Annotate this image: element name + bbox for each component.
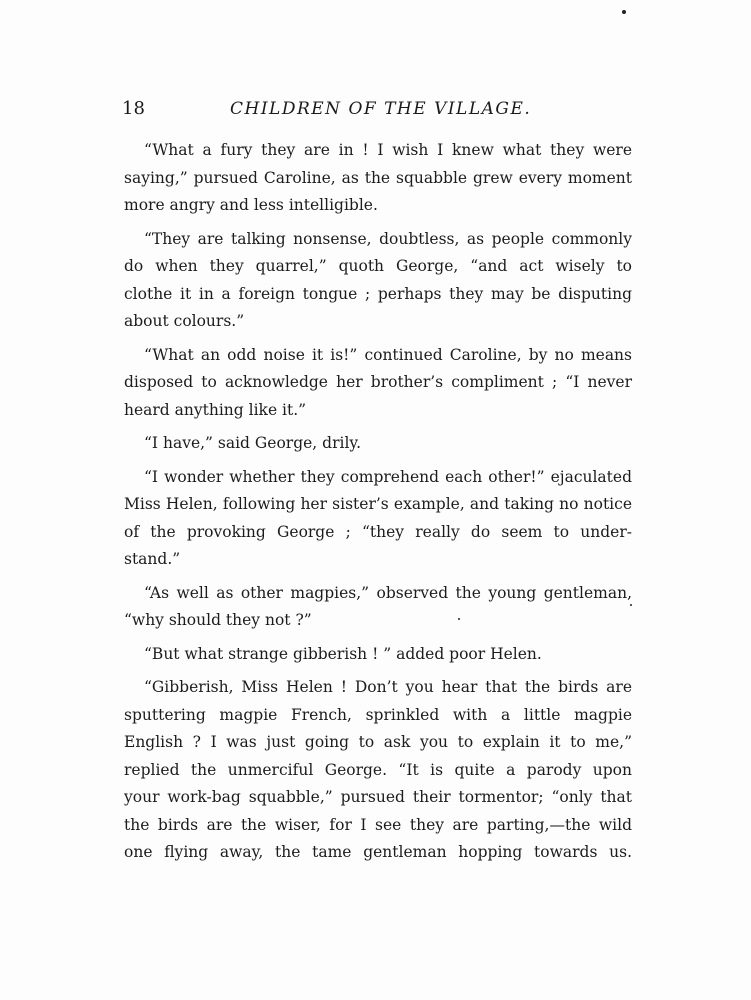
text-line: “why should they not ?” bbox=[124, 611, 312, 629]
text-line: “I have,” said George, drily. bbox=[144, 434, 362, 452]
text-line: “What a fury they are in ! I wish I knew what they were bbox=[144, 141, 632, 159]
text-line: of the provoking George ; “they really do seem to under- bbox=[124, 522, 632, 541]
text-line: “They are talking nonsense, doubtless, as people commonly bbox=[144, 229, 632, 248]
text-line: do when they quarrel,” quoth George, “and act wisely to bbox=[124, 257, 632, 275]
text-line: replied the unmerciful George. “It is quite a parody upon bbox=[124, 760, 632, 779]
paragraph bbox=[124, 464, 632, 574]
text-line: saying,” pursued Caroline, as the squabble grew every moment bbox=[124, 168, 632, 187]
page-number: 18 bbox=[122, 98, 145, 119]
ink-speck bbox=[622, 10, 626, 14]
text-line: stand.” bbox=[124, 550, 181, 568]
text-line: sputtering magpie French, sprinkled with a little magpie bbox=[124, 705, 632, 724]
text-line: your work-bag squabble,” pursued their tormentor; “only that bbox=[124, 788, 632, 806]
body-text bbox=[124, 137, 632, 873]
paragraph bbox=[124, 342, 632, 425]
text-line: more angry and less intelligible. bbox=[124, 196, 378, 214]
paragraph bbox=[124, 580, 632, 635]
text-line: “Gibberish, Miss Helen ! Don’t you hear that the birds are bbox=[144, 678, 632, 696]
text-line: “What an odd noise it is!” continued Caroline, by no means bbox=[144, 345, 632, 364]
paragraph bbox=[124, 641, 632, 669]
text-line: “But what strange gibberish ! ” added poor Helen. bbox=[144, 644, 542, 663]
paragraph bbox=[124, 137, 632, 220]
text-line: heard anything like it.” bbox=[124, 400, 307, 419]
running-title: CHILDREN OF THE VILLAGE. bbox=[230, 99, 532, 119]
text-line: “As well as other magpies,” observed the young gentleman, bbox=[144, 583, 632, 602]
text-line: clothe it in a foreign tongue ; perhaps they may be disputing bbox=[124, 284, 632, 303]
paragraph bbox=[124, 226, 632, 336]
text-line: English ? I was just going to ask you to explain it to me,” bbox=[124, 733, 632, 751]
paragraph bbox=[124, 674, 632, 867]
text-line: disposed to acknowledge her brother’s compliment ; “I never bbox=[124, 373, 632, 391]
text-line: the birds are the wiser, for I see they are parting,—the wild bbox=[124, 815, 632, 834]
paragraph bbox=[124, 430, 632, 458]
text-line: about colours.” bbox=[124, 312, 245, 330]
text-line: one flying away, the tame gentleman hopping towards us. bbox=[124, 843, 632, 861]
text-line: Miss Helen, following her sister’s example, and taking no notice bbox=[124, 495, 632, 513]
running-head bbox=[122, 97, 632, 121]
text-line: “I wonder whether they comprehend each other!” ejaculated bbox=[144, 467, 632, 486]
